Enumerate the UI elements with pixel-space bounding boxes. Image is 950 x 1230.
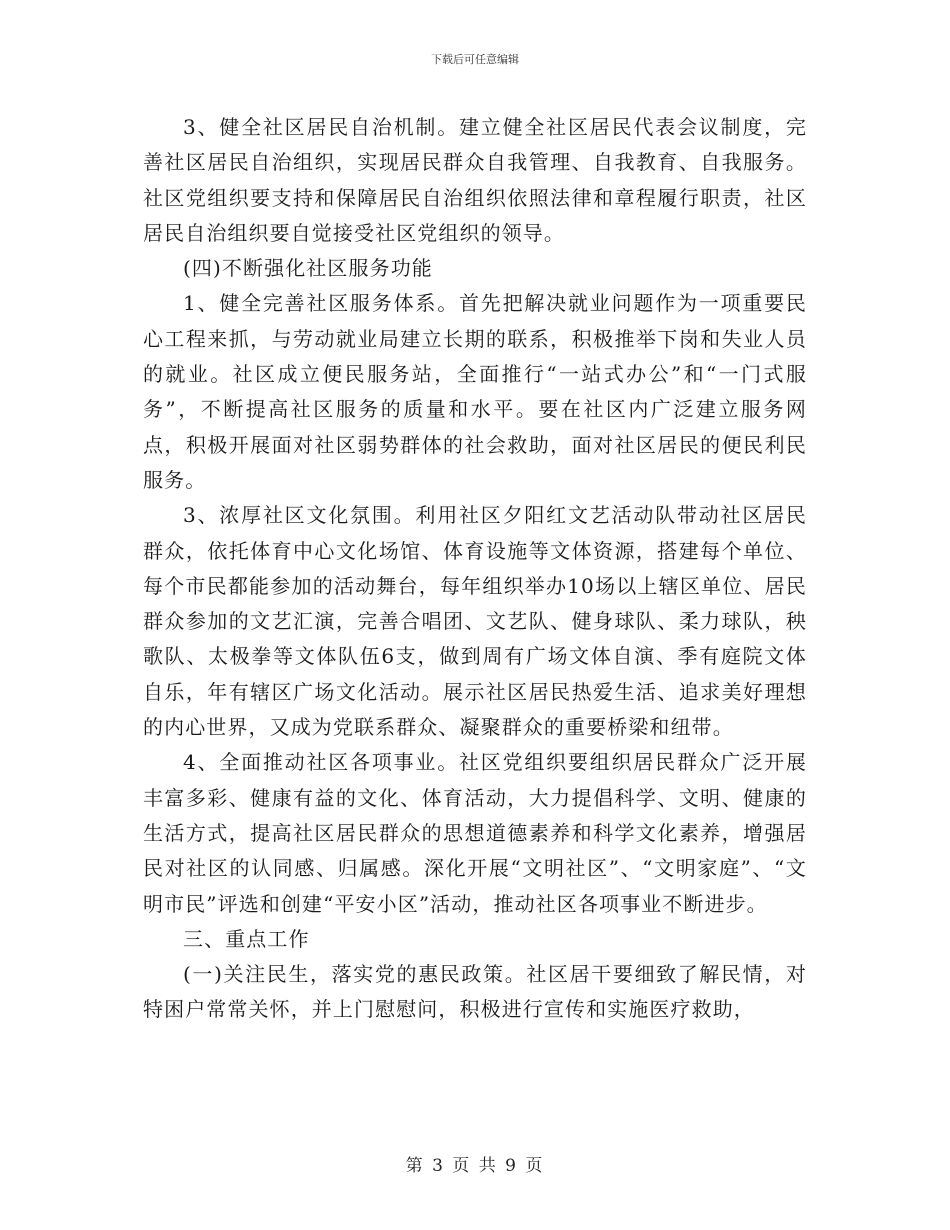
document-body [143, 110, 807, 1028]
page-footer: 第 3 页 共 9 页 [405, 1156, 545, 1176]
paragraph-community-affairs: 4、全面推动社区各项事业。社区党组织要组织居民群众广泛开展丰富多彩、健康有益的文化、体育活动，大力提倡科学、文明、健康的生活方式，提高社区居民群众的思想道德素养和科学文化素养，增强居民对社区的认同感、归属感。深化开展“文明社区”、“文明家庭”、“文明市民”评选和创建“平安小区”活动，推动社区各项事业不断进步。 [143, 750, 807, 916]
paragraph-service-system: 1、健全完善社区服务体系。首先把解决就业问题作为一项重要民心工程来抓，与劳动就业局建立长期的联系，积极推举下岗和失业人员的就业。社区成立便民服务站，全面推行“一站式办公”和“一门式服务”，不断提高社区服务的质量和水平。要在社区内广泛建立服务网点，积极开展面对社区弱势群体的社会救助，面对社区居民的便民利民服务。 [143, 291, 807, 492]
page-header: 下载后可任意编辑 [431, 53, 519, 66]
paragraph-self-governance: 3、健全社区居民自治机制。建立健全社区居民代表会议制度，完善社区居民自治组织，实现居民群众自我管理、自我教育、自我服务。社区党组织要支持和保障居民自治组织依照法律和章程履行职责，社区居民自治组织要自觉接受社区党组织的领导。 [143, 115, 807, 245]
section-heading-service-function: (四)不断强化社区服务功能 [183, 256, 433, 281]
section-heading-key-work: 三、重点工作 [183, 926, 310, 951]
paragraph-culture-atmosphere: 3、浓厚社区文化氛围。利用社区夕阳红文艺活动队带动社区居民群众，依托体育中心文化场馆、体育设施等文体资源，搭建每个单位、每个市民都能参加的活动舞台，每年组织举办10场以上辖区单位、居民群众参加的文艺汇演，完善合唱团、文艺队、健身球队、柔力球队，秧歌队、太极拳等文体队伍6支，做到周有广场文体自演、季有庭院文体自乐，年有辖区广场文化活动。展示社区居民热爱生活、追求美好理想的内心世界，又成为党联系群众、凝聚群众的重要桥梁和纽带。 [143, 503, 807, 740]
paragraph-livelihood: (一)关注民生，落实党的惠民政策。社区居干要细致了解民情，对特困户常常关怀，并上门慰慰问，积极进行宣传和实施医疗救助， [143, 962, 807, 1022]
